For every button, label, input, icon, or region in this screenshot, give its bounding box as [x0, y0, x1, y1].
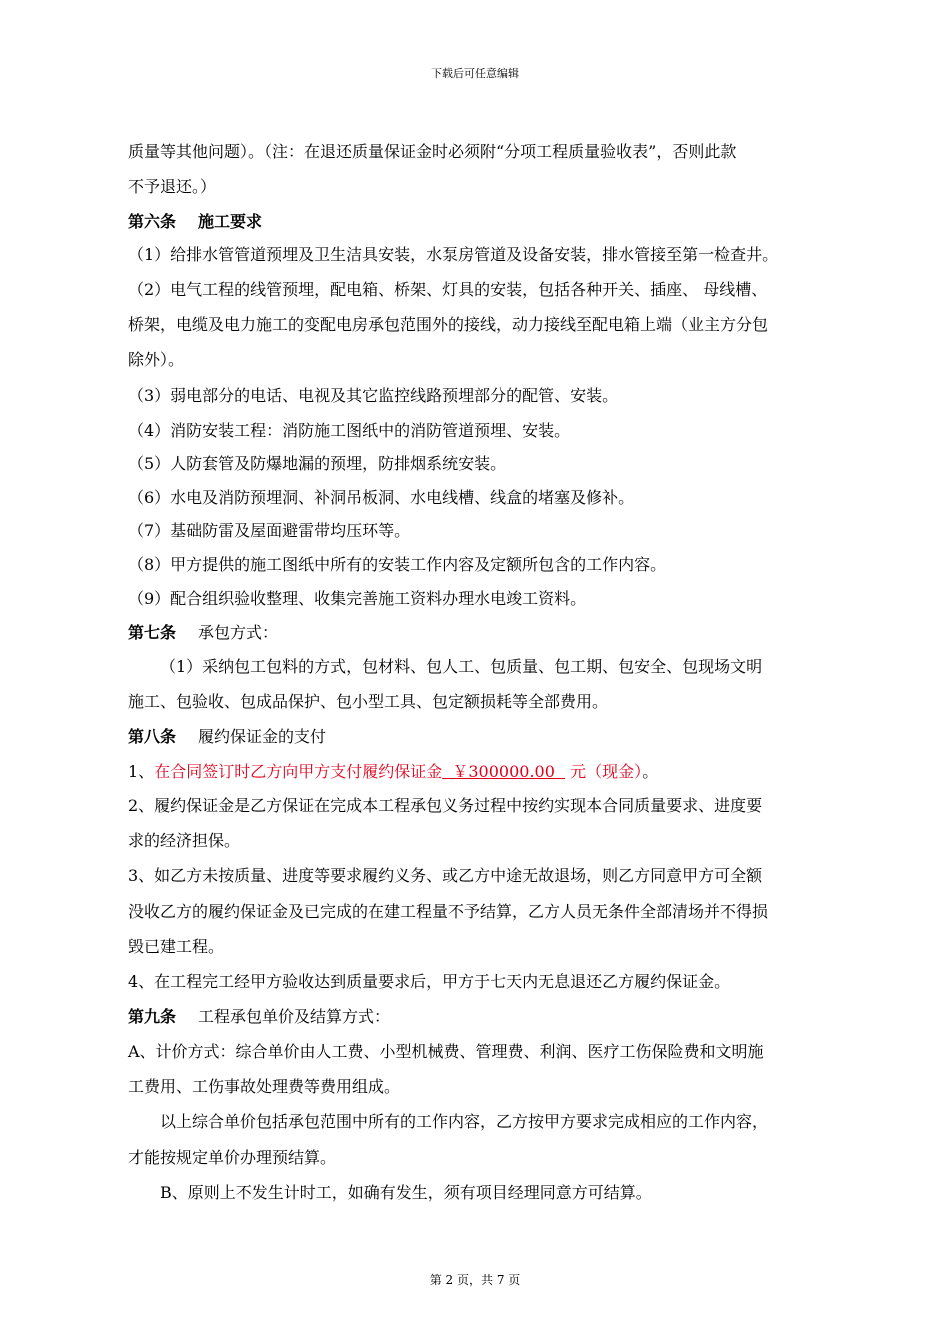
- paragraph-line: （5）人防套管及防爆地漏的预埋，防排烟系统安装。: [128, 454, 507, 473]
- deposit-amount: ￥300000.00: [442, 762, 566, 781]
- paragraph-line: B、原则上不发生计时工，如确有发生，须有项目经理同意方可结算。: [160, 1183, 652, 1202]
- paragraph-line: 4、在工程完工经甲方验收达到质量要求后，甲方于七天内无息退还乙方履约保证金。: [128, 972, 731, 991]
- paragraph-line: （1）采纳包工包料的方式，包材料、包人工、包质量、包工期、包安全、包现场文明: [160, 657, 763, 676]
- article-8-title: 履约保证金的支付: [198, 727, 327, 746]
- paragraph-line: 3、如乙方未按质量、进度等要求履约义务、或乙方中途无故退场，则乙方同意甲方可全额: [128, 866, 763, 885]
- paragraph-line: （6）水电及消防预埋洞、补洞吊板洞、水电线槽、线盒的堵塞及修补。: [128, 488, 635, 507]
- deposit-line: [128, 762, 658, 782]
- deposit-suffix: 。: [642, 762, 659, 781]
- paragraph-line: 2、履约保证金是乙方保证在完成本工程承包义务过程中按约实现本合同质量要求、进度要: [128, 796, 763, 815]
- paragraph-line: 质量等其他问题）。（注：在退还质量保证金时必须附“分项工程质量验收表”，否则此款: [128, 142, 737, 161]
- article-7-heading: [128, 623, 278, 643]
- article-6-title: 施工要求: [198, 212, 263, 231]
- article-6-heading: [128, 212, 262, 232]
- paragraph-line: （8）甲方提供的施工图纸中所有的安装工作内容及定额所包含的工作内容。: [128, 555, 667, 574]
- paragraph-line: 工费用、工伤事故处理费等费用组成。: [128, 1077, 401, 1096]
- article-8-label: 第八条: [128, 727, 177, 746]
- article-9-heading: [128, 1007, 390, 1027]
- article-7-title: 承包方式：: [198, 623, 279, 642]
- paragraph-line: （1）给排水管管道预埋及卫生洁具安装，水泵房管道及设备安装，排水管接至第一检查井。: [128, 245, 779, 264]
- paragraph-line: 才能按规定单价办理预结算。: [128, 1148, 337, 1167]
- article-9-title: 工程承包单价及结算方式：: [198, 1007, 391, 1026]
- paragraph-line: 施工、包验收、包成品保护、包小型工具、包定额损耗等全部费用。: [128, 692, 609, 711]
- paragraph-line: 求的经济担保。: [128, 831, 241, 850]
- deposit-prefix: 1、: [128, 762, 155, 781]
- paragraph-line: 不予退还。）: [128, 177, 217, 196]
- article-9-label: 第九条: [128, 1007, 177, 1026]
- paragraph-line: 以上综合单价包括承包范围中所有的工作内容，乙方按甲方要求完成相应的工作内容，: [160, 1112, 769, 1131]
- paragraph-line: 除外）。: [128, 350, 185, 369]
- deposit-unit: 元（现金）: [570, 762, 643, 781]
- paragraph-line: （2）电气工程的线管预埋，配电箱、桥架、灯具的安装，包括各种开关、插座、 母线槽、: [128, 280, 768, 299]
- paragraph-line: 毁已建工程。: [128, 937, 225, 956]
- page-header: 下载后可任意编辑: [431, 67, 519, 80]
- article-6-label: 第六条: [128, 212, 177, 231]
- paragraph-line: （3）弱电部分的电话、电视及其它监控线路预埋部分的配管、安装。: [128, 386, 619, 405]
- deposit-text: 在合同签订时乙方向甲方支付履约保证金: [154, 762, 443, 781]
- article-7-label: 第七条: [128, 623, 177, 642]
- paragraph-line: （4）消防安装工程：消防施工图纸中的消防管道预埋、安装。: [128, 421, 571, 440]
- paragraph-line: 桥架，电缆及电力施工的变配电房承包范围外的接线，动力接线至配电箱上端（业主方分包: [128, 315, 769, 334]
- page-footer: 第 2 页，共 7 页: [429, 1273, 521, 1287]
- article-8-heading: [128, 727, 326, 747]
- paragraph-line: （9）配合组织验收整理、收集完善施工资料办理水电竣工资料。: [128, 589, 587, 608]
- paragraph-line: 没收乙方的履约保证金及已完成的在建工程量不予结算，乙方人员无条件全部清场并不得损: [128, 902, 769, 921]
- paragraph-line: （7）基础防雷及屋面避雷带均压环等。: [128, 521, 411, 540]
- paragraph-line: A、计价方式：综合单价由人工费、小型机械费、管理费、利润、医疗工伤保险费和文明施: [128, 1042, 764, 1061]
